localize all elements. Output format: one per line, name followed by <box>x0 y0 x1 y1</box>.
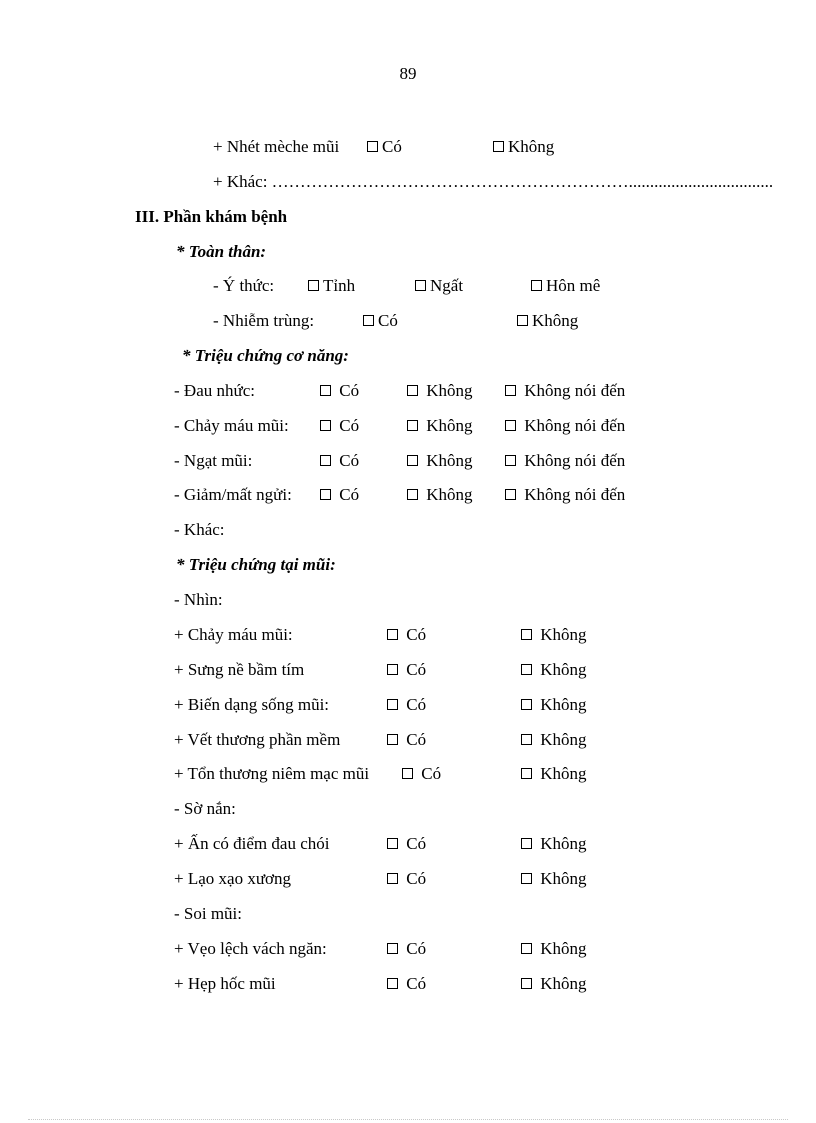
option-co[interactable]: Có <box>387 939 426 959</box>
checkbox-icon[interactable] <box>387 629 398 640</box>
row-label: + Tổn thương niêm mạc mũi <box>174 764 370 783</box>
option-co[interactable]: Có <box>320 485 359 505</box>
row-label: + Chảy máu mũi: <box>174 625 293 644</box>
checkbox-icon[interactable] <box>493 141 504 152</box>
checkbox-icon[interactable] <box>521 629 532 640</box>
option-khong[interactable]: Không <box>521 974 587 994</box>
page-number: 89 <box>399 64 417 83</box>
option-khong[interactable]: Không <box>521 939 587 959</box>
row-label: + Hẹp hốc mũi <box>174 974 276 993</box>
checkbox-icon[interactable] <box>521 978 532 989</box>
checkbox-icon[interactable] <box>320 455 331 466</box>
row-label: - Đau nhức: <box>174 381 255 400</box>
option-khong-noi-den[interactable]: Không nói đến <box>505 381 625 401</box>
option-khong-noi-den[interactable]: Không nói đến <box>505 416 625 436</box>
checkbox-icon[interactable] <box>367 141 378 152</box>
checkbox-icon[interactable] <box>407 455 418 466</box>
checkbox-icon[interactable] <box>387 873 398 884</box>
checkbox-icon[interactable] <box>407 420 418 431</box>
option-co[interactable]: Có <box>320 416 359 436</box>
khac-pre-label: + Khác: ……………………………………………………….................................. <box>213 172 774 191</box>
option-khong[interactable]: Không <box>521 730 587 750</box>
option-khong-noi-den[interactable]: Không nói đến <box>505 485 625 505</box>
option-co[interactable]: Có <box>387 974 426 994</box>
checkbox-icon[interactable] <box>308 280 319 291</box>
y-thuc-label: - Ý thức: <box>213 276 275 295</box>
nhet-meche-co-option[interactable]: Có <box>367 137 402 157</box>
option-co[interactable]: Có <box>402 764 441 784</box>
option-khong[interactable]: Không <box>407 416 473 436</box>
y-thuc-hon-me-option[interactable]: Hôn mê <box>531 276 600 296</box>
checkbox-icon[interactable] <box>320 420 331 431</box>
checkbox-icon[interactable] <box>387 664 398 675</box>
checkbox-icon[interactable] <box>415 280 426 291</box>
row-label: + Vết thương phần mềm <box>174 730 341 749</box>
nhiem-trung-co-option[interactable]: Có <box>363 311 398 331</box>
option-khong[interactable]: Không <box>521 869 587 889</box>
row-label: - Ngạt mũi: <box>174 451 253 470</box>
option-co[interactable]: Có <box>320 451 359 471</box>
checkbox-icon[interactable] <box>505 385 516 396</box>
checkbox-icon[interactable] <box>387 943 398 954</box>
checkbox-icon[interactable] <box>402 768 413 779</box>
checkbox-icon[interactable] <box>407 489 418 500</box>
option-khong-noi-den[interactable]: Không nói đến <box>505 451 625 471</box>
row-label: - Chảy máu mũi: <box>174 416 289 435</box>
option-co[interactable]: Có <box>320 381 359 401</box>
option-khong[interactable]: Không <box>407 381 473 401</box>
option-khong[interactable]: Không <box>521 695 587 715</box>
checkbox-icon[interactable] <box>387 699 398 710</box>
nhet-meche-label: + Nhét mèche mũi <box>213 137 340 156</box>
row-label: + Ấn có điểm đau chói <box>174 834 330 853</box>
checkbox-icon[interactable] <box>521 873 532 884</box>
checkbox-icon[interactable] <box>320 489 331 500</box>
checkbox-icon[interactable] <box>387 838 398 849</box>
nhiem-trung-khong-option[interactable]: Không <box>517 311 578 331</box>
row-label: + Lạo xạo xương <box>174 869 292 888</box>
checkbox-icon[interactable] <box>517 315 528 326</box>
y-thuc-tinh-option[interactable]: Tỉnh <box>308 276 355 296</box>
checkbox-icon[interactable] <box>521 664 532 675</box>
option-khong[interactable]: Không <box>521 834 587 854</box>
checkbox-icon[interactable] <box>387 734 398 745</box>
row-label: + Biến dạng sống mũi: <box>174 695 330 714</box>
option-co[interactable]: Có <box>387 625 426 645</box>
option-khong[interactable]: Không <box>521 625 587 645</box>
checkbox-icon[interactable] <box>521 734 532 745</box>
option-khong[interactable]: Không <box>407 451 473 471</box>
checkbox-icon[interactable] <box>363 315 374 326</box>
y-thuc-ngat-option[interactable]: Ngất <box>415 276 463 296</box>
checkbox-icon[interactable] <box>505 489 516 500</box>
bottom-divider <box>28 1119 788 1120</box>
nhiem-trung-label: - Nhiễm trùng: <box>213 311 315 330</box>
option-co[interactable]: Có <box>387 695 426 715</box>
row-label: + Vẹo lệch vách ngăn: <box>174 939 327 958</box>
option-co[interactable]: Có <box>387 730 426 750</box>
option-co[interactable]: Có <box>387 869 426 889</box>
checkbox-icon[interactable] <box>505 455 516 466</box>
checkbox-icon[interactable] <box>387 978 398 989</box>
row-label: + Sưng nề bầm tím <box>174 660 305 679</box>
option-khong[interactable]: Không <box>521 660 587 680</box>
option-co[interactable]: Có <box>387 834 426 854</box>
checkbox-icon[interactable] <box>320 385 331 396</box>
checkbox-icon[interactable] <box>521 768 532 779</box>
option-co[interactable]: Có <box>387 660 426 680</box>
nhet-meche-khong-option[interactable]: Không <box>493 137 554 157</box>
checkbox-icon[interactable] <box>407 385 418 396</box>
checkbox-icon[interactable] <box>521 699 532 710</box>
checkbox-icon[interactable] <box>531 280 542 291</box>
checkbox-icon[interactable] <box>521 943 532 954</box>
option-khong[interactable]: Không <box>407 485 473 505</box>
row-label: - Giảm/mất ngửi: <box>174 485 292 504</box>
checkbox-icon[interactable] <box>505 420 516 431</box>
option-khong[interactable]: Không <box>521 764 587 784</box>
checkbox-icon[interactable] <box>521 838 532 849</box>
